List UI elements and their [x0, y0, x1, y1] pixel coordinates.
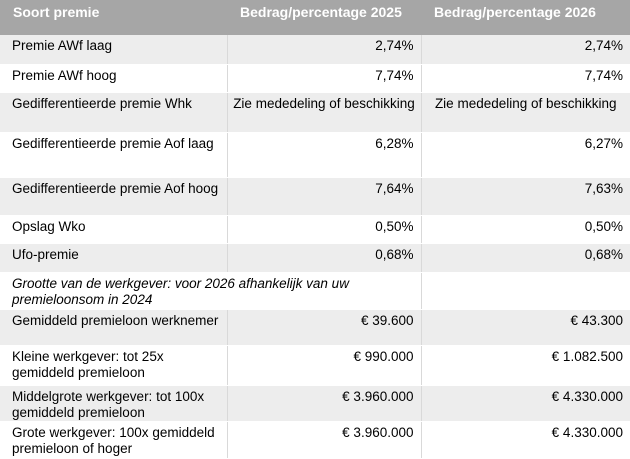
row-label: Premie AWf laag: [0, 35, 227, 64]
value-2025: 0,50%: [227, 215, 421, 243]
value-2026: 7,74%: [421, 64, 630, 92]
row-label: Kleine werkgever: tot 25x gemiddeld premieloon: [0, 345, 227, 385]
table-header-row: [0, 0, 630, 35]
value-2026: € 43.300: [421, 309, 630, 345]
value-2025: Zie mededeling of beschikking: [227, 92, 421, 132]
value-2025: € 3.960.000: [227, 421, 421, 458]
section-label-werkgever: Grootte van de werkgever: voor 2026 afhankelijk van uw premieloonsom in 2024: [0, 272, 421, 309]
value-2025: € 3.960.000: [227, 385, 421, 421]
row-label: Gedifferentieerde premie Aof laag: [0, 132, 227, 177]
header-soort-premie: Soort premie: [13, 4, 100, 20]
value-2026: € 4.330.000: [421, 385, 630, 421]
row-label: Ufo-premie: [0, 243, 227, 272]
value-2026: 0,50%: [421, 215, 630, 243]
table-row: [0, 35, 630, 64]
table-row: [0, 345, 630, 385]
value-2025: € 39.600: [227, 309, 421, 345]
header-bedrag-2025: Bedrag/percentage 2025: [240, 4, 402, 20]
table-row: [0, 309, 630, 345]
table-row: [0, 132, 630, 177]
table-row: [0, 243, 630, 272]
table-row: [0, 92, 630, 132]
value-2025: 7,74%: [227, 64, 421, 92]
row-label: Gedifferentieerde premie Aof hoog: [0, 177, 227, 215]
row-label: Grote werkgever: 100x gemiddeld premieloon of hoger: [0, 421, 227, 458]
value-2025: 2,74%: [227, 35, 421, 64]
value-2026: € 4.330.000: [421, 421, 630, 458]
table-row: [0, 385, 630, 421]
value-2026: € 1.082.500: [421, 345, 630, 385]
row-label: Gemiddeld premieloon werknemer: [0, 309, 227, 345]
row-label: Premie AWf hoog: [0, 64, 227, 92]
table-row: [0, 64, 630, 92]
table-row: [0, 215, 630, 243]
header-bedrag-2026: Bedrag/percentage 2026: [434, 4, 596, 20]
value-2026: 0,68%: [421, 243, 630, 272]
value-2026: [421, 272, 630, 309]
table-row: [0, 421, 630, 458]
table-row: [0, 272, 630, 309]
value-2026: 6,27%: [421, 132, 630, 177]
row-label: Middelgrote werkgever: tot 100x gemiddeld premieloon: [0, 385, 227, 421]
row-label: Opslag Wko: [0, 215, 227, 243]
row-label: Gedifferentieerde premie Whk: [0, 92, 227, 132]
value-2026: Zie mededeling of beschikking: [421, 92, 630, 132]
value-2025: 7,64%: [227, 177, 421, 215]
value-2025: 6,28%: [227, 132, 421, 177]
value-2026: 7,63%: [421, 177, 630, 215]
table-row: [0, 177, 630, 215]
value-2025: € 990.000: [227, 345, 421, 385]
value-2026: 2,74%: [421, 35, 630, 64]
value-2025: 0,68%: [227, 243, 421, 272]
